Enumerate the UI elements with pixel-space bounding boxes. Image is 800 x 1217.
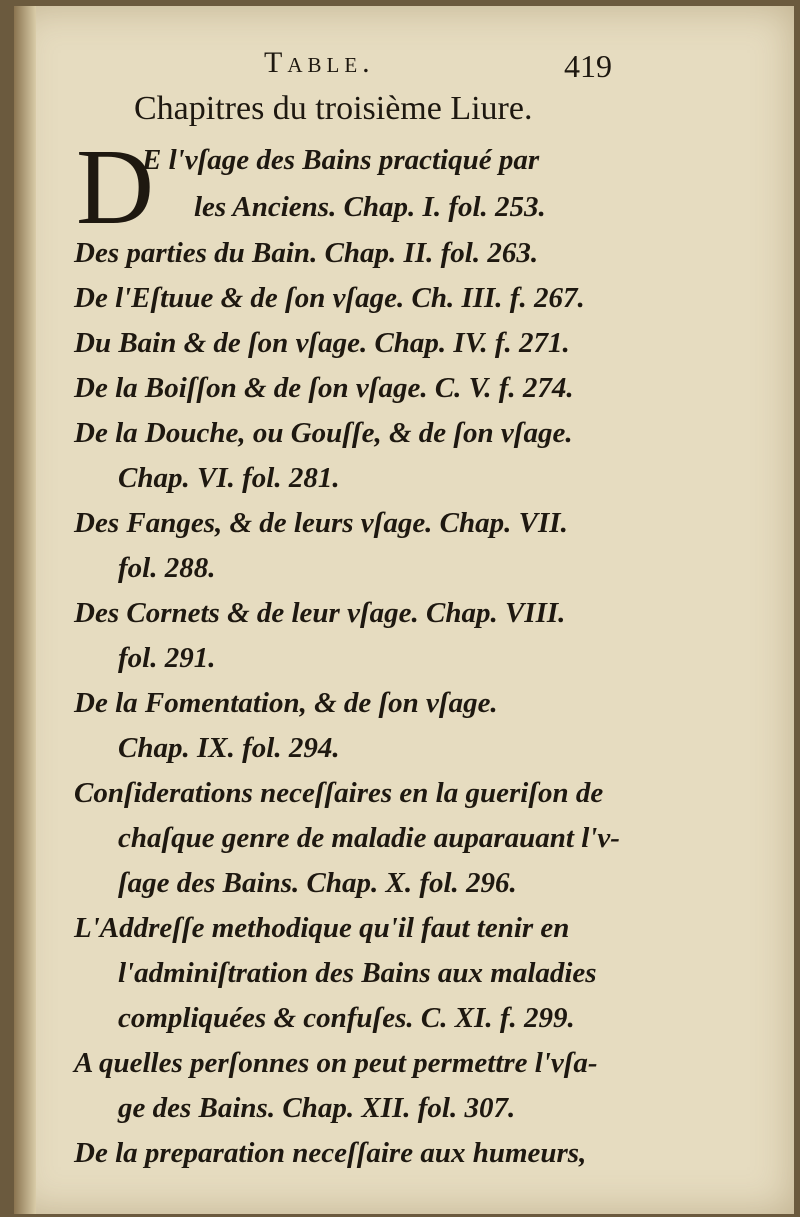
- toc-line: Du Bain & de ſon vſage. Chap. IV. f. 271.: [74, 327, 570, 359]
- toc-line: De la Fomentation, & de ſon vſage.: [74, 687, 498, 719]
- toc-line: Des parties du Bain. Chap. II. fol. 263.: [74, 237, 539, 269]
- toc-line: Conſiderations neceſſaires en la gueriſon de: [74, 777, 604, 809]
- toc-line: Chap. VI. fol. 281.: [118, 462, 340, 494]
- page-gutter: [14, 6, 36, 1214]
- toc-line: De la preparation neceſſaire aux humeurs,: [74, 1137, 587, 1169]
- toc-line: ſage des Bains. Chap. X. fol. 296.: [118, 867, 517, 899]
- book-page: [14, 6, 794, 1214]
- toc-line: ge des Bains. Chap. XII. fol. 307.: [118, 1092, 516, 1124]
- toc-line: Des Fanges, & de leurs vſage. Chap. VII.: [74, 507, 568, 539]
- page-header: [14, 46, 794, 96]
- toc-line: fol. 291.: [118, 642, 216, 674]
- toc-line: A quelles perſonnes on peut permettre l'vſa-: [74, 1047, 598, 1079]
- drop-cap: D: [76, 128, 154, 247]
- toc-line: l'adminiſtration des Bains aux maladies: [118, 957, 597, 989]
- toc-line: chaſque genre de maladie auparauant l'v-: [118, 822, 620, 854]
- running-title: Table.: [264, 46, 375, 79]
- toc-line: les Anciens. Chap. I. fol. 253.: [194, 191, 546, 223]
- toc-line: De la Douche, ou Gouſſe, & de ſon vſage.: [74, 417, 573, 449]
- toc-line: Des Cornets & de leur vſage. Chap. VIII.: [74, 597, 566, 629]
- toc-line: compliquées & confuſes. C. XI. f. 299.: [118, 1002, 575, 1034]
- page-number: 419: [564, 48, 612, 84]
- section-title: Chapitres du troisième Liure.: [134, 90, 533, 127]
- toc-line: De l'Eſtuue & de ſon vſage. Ch. III. f. 267.: [74, 282, 585, 314]
- toc-line: Chap. IX. fol. 294.: [118, 732, 340, 764]
- toc-line: fol. 288.: [118, 552, 216, 584]
- toc-line: De la Boiſſon & de ſon vſage. C. V. f. 274.: [74, 372, 574, 404]
- toc-line: L'Addreſſe methodique qu'il faut tenir en: [74, 912, 570, 944]
- toc-line: E l'vſage des Bains practiqué par: [142, 144, 540, 176]
